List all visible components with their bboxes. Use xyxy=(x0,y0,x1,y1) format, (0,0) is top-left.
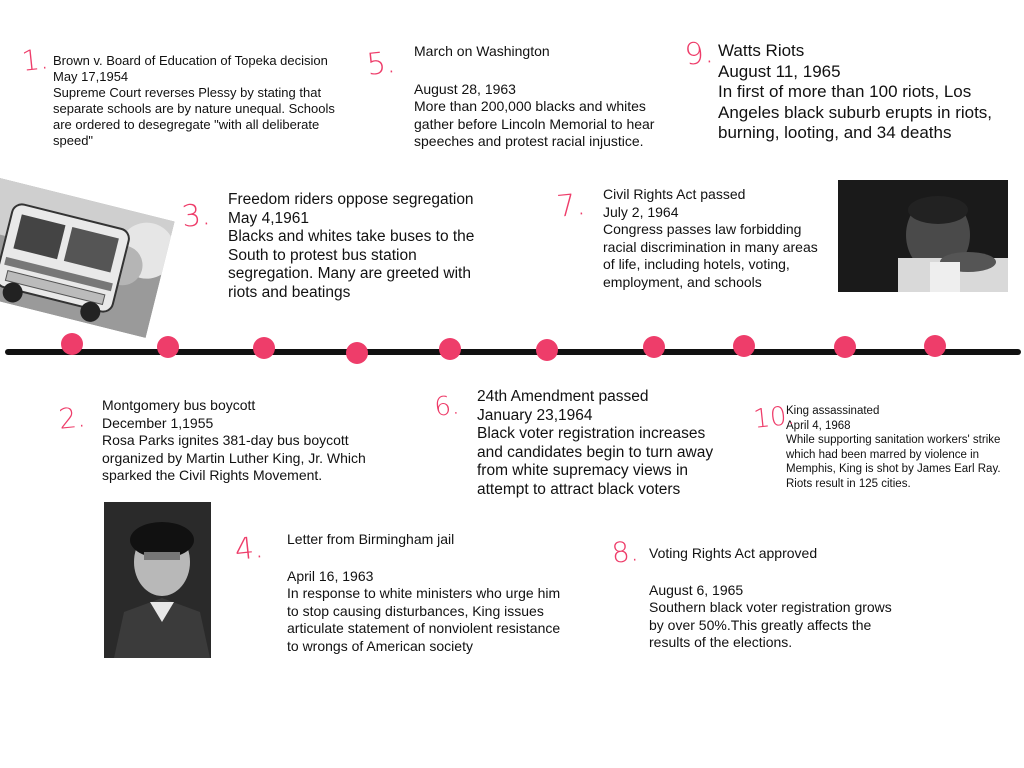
event-10 xyxy=(786,404,1001,491)
timeline-marker xyxy=(61,333,83,355)
event-description: Congress passes law forbidding xyxy=(603,221,802,237)
event-date: August 11, 1965 xyxy=(718,61,841,81)
event-date: July 2, 1964 xyxy=(603,203,679,220)
event-title: Freedom riders oppose segregation xyxy=(228,191,474,208)
event-description: articulate statement of nonviolent resistance xyxy=(287,620,561,636)
event-number: 8. xyxy=(610,534,641,570)
event-description: results of the elections. xyxy=(649,634,793,650)
event-date: May 17,1954 xyxy=(53,69,129,84)
event-title: March on Washington xyxy=(414,43,550,59)
event-description: Supreme Court reverses Plessy by stating that xyxy=(53,85,322,100)
event-description: separate schools are by nature unequal. Schools xyxy=(53,101,335,116)
event-description: Blacks and whites take buses to the xyxy=(228,228,475,245)
event-description: speeches and protest racial injustice. xyxy=(414,133,644,149)
event-description: Memphis, King is shot by James Earl Ray. xyxy=(786,463,1001,475)
event-number: 5. xyxy=(365,45,398,83)
timeline-marker xyxy=(924,335,946,357)
event-title: Letter from Birmingham jail xyxy=(287,531,455,547)
event-title: Civil Rights Act passed xyxy=(603,186,746,202)
timeline-marker xyxy=(346,342,368,364)
event-description: In first of more than 100 riots, Los xyxy=(718,82,972,101)
event-3 xyxy=(228,191,474,302)
event-description: In response to white ministers who urge him xyxy=(287,585,561,601)
event-number: 10. xyxy=(752,400,797,435)
event-description: Rosa Parks ignites 381-day bus boycott xyxy=(102,432,349,448)
rosa-parks-photo xyxy=(104,502,211,658)
event-number: 3. xyxy=(180,197,213,235)
event-number: 7. xyxy=(555,187,588,225)
event-title: Brown v. Board of Education of Topeka decision xyxy=(53,53,328,68)
event-number: 2. xyxy=(57,400,88,436)
event-number: 9. xyxy=(683,35,716,73)
event-number: 4. xyxy=(233,530,266,568)
event-4 xyxy=(287,531,560,655)
event-description: by over 50%.This greatly affects the xyxy=(649,616,872,633)
event-number: 6. xyxy=(433,390,461,423)
timeline-marker xyxy=(253,337,275,359)
event-description: sparked the Civil Rights Movement. xyxy=(102,467,323,483)
event-date: April 4, 1968 xyxy=(786,419,851,432)
timeline-marker xyxy=(536,339,558,361)
event-date: January 23,1964 xyxy=(477,406,593,424)
event-description: which had been marred by violence in xyxy=(786,448,980,461)
event-2 xyxy=(102,397,366,485)
event-1 xyxy=(53,53,335,149)
event-8 xyxy=(649,545,892,652)
event-description: Riots result in 125 cities. xyxy=(786,477,911,490)
timeline-marker xyxy=(157,336,179,358)
event-5 xyxy=(414,43,654,151)
event-description: gather before Lincoln Memorial to hear xyxy=(414,115,655,132)
timeline-marker xyxy=(643,336,665,358)
event-description: of life, including hotels, voting, xyxy=(603,256,790,272)
event-date: December 1,1955 xyxy=(102,414,214,431)
event-description: More than 200,000 blacks and whites xyxy=(414,98,646,114)
event-description: organized by Martin Luther King, Jr. Which xyxy=(102,449,366,466)
event-description: racial discrimination in many areas xyxy=(603,238,818,255)
event-description: to wrongs of American society xyxy=(287,637,473,654)
event-7 xyxy=(603,186,818,291)
event-description: attempt to attract black voters xyxy=(477,480,681,498)
event-description: segregation. Many are greeted with xyxy=(228,265,471,282)
event-number: 1. xyxy=(20,42,51,78)
event-description: Southern black voter registration grows xyxy=(649,599,892,615)
event-description: speed" xyxy=(53,133,94,148)
event-description: South to protest bus station xyxy=(228,246,417,264)
event-date: April 16, 1963 xyxy=(287,567,374,584)
event-description: and candidates begin to turn away xyxy=(477,443,714,461)
event-date: August 6, 1965 xyxy=(649,581,744,598)
event-title: Watts Riots xyxy=(718,41,805,60)
event-description: Black voter registration increases xyxy=(477,425,706,442)
event-9 xyxy=(718,41,992,144)
event-date: May 4,1961 xyxy=(228,209,309,227)
event-date: August 28, 1963 xyxy=(414,80,516,97)
event-description: are ordered to desegregate "with all deliberate xyxy=(53,117,320,132)
event-description: employment, and schools xyxy=(603,273,762,290)
timeline-marker xyxy=(834,336,856,358)
event-description: from white supremacy views in xyxy=(477,462,689,479)
event-6 xyxy=(477,388,713,499)
event-description: burning, looting, and 34 deaths xyxy=(718,123,952,142)
event-title: 24th Amendment passed xyxy=(477,388,649,405)
event-description: to stop causing disturbances, King issues xyxy=(287,602,544,619)
event-description: Angeles black suburb erupts in riots, xyxy=(718,102,993,122)
timeline-marker xyxy=(439,338,461,360)
timeline-marker xyxy=(733,335,755,357)
event-description: While supporting sanitation workers' strike xyxy=(786,434,1001,446)
mlk-photo xyxy=(838,180,1008,292)
event-title: King assassinated xyxy=(786,405,880,417)
event-title: Montgomery bus boycott xyxy=(102,397,256,413)
event-description: riots and beatings xyxy=(228,283,351,301)
event-title: Voting Rights Act approved xyxy=(649,545,818,561)
